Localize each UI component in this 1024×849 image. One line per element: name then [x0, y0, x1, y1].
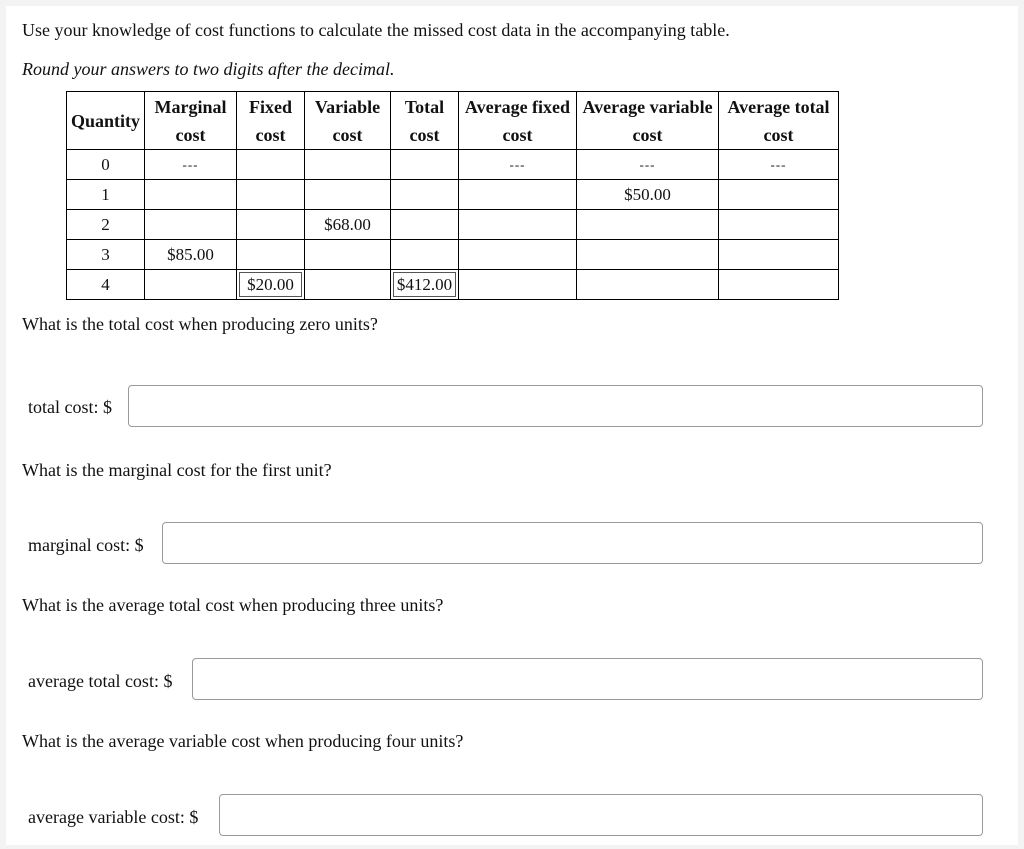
- table-cell: [145, 180, 237, 210]
- table-cell: [719, 210, 839, 240]
- table-cell: ---: [577, 150, 719, 180]
- table-cell: [305, 150, 391, 180]
- table-row: [67, 270, 839, 300]
- table-cell: [459, 240, 577, 270]
- table-cell: ---: [145, 150, 237, 180]
- table-cell: [305, 180, 391, 210]
- table-cell: [237, 240, 305, 270]
- table-cell: 4: [67, 270, 145, 300]
- rounding-note: Round your answers to two digits after the decimal.: [22, 59, 395, 79]
- table-cell: [577, 240, 719, 270]
- total-cost-label: total cost: $: [28, 397, 112, 417]
- question-total-cost-zero: What is the total cost when producing zero units?: [22, 314, 378, 334]
- table-cell: [391, 240, 459, 270]
- header-label: cost: [332, 124, 363, 145]
- header-label: Average total: [727, 96, 830, 117]
- table-cell: [459, 210, 577, 240]
- table-cell: [145, 270, 237, 300]
- header-label: Marginal: [154, 96, 227, 117]
- table-cell: [237, 150, 305, 180]
- header-label: cost: [502, 124, 533, 145]
- header-label: cost: [175, 124, 206, 145]
- table-cell: $85.00: [145, 240, 237, 270]
- table-cell: ---: [459, 150, 577, 180]
- table-cell: [145, 210, 237, 240]
- header-label: cost: [763, 124, 794, 145]
- table-cell: $50.00: [577, 180, 719, 210]
- cost-table: [66, 91, 839, 300]
- marginal-cost-input[interactable]: [162, 522, 983, 564]
- table-row: [67, 210, 839, 240]
- header-label: Variable: [314, 96, 381, 117]
- table-header-row: [67, 92, 839, 150]
- average-total-cost-label: average total cost: $: [28, 671, 173, 691]
- average-variable-cost-label: average variable cost: $: [28, 807, 199, 827]
- marginal-cost-label: marginal cost: $: [28, 535, 144, 555]
- header-label: Quantity: [70, 110, 140, 131]
- given-value-box: $412.00: [393, 272, 456, 297]
- question-marginal-cost-first: What is the marginal cost for the first unit?: [22, 460, 332, 480]
- table-cell: [237, 270, 305, 300]
- table-row: [67, 240, 839, 270]
- table-cell: [459, 180, 577, 210]
- header-average-total-cost: [719, 92, 839, 150]
- table-cell: [237, 180, 305, 210]
- header-label: Total: [404, 96, 445, 117]
- table-cell: [391, 270, 459, 300]
- header-average-fixed-cost: [459, 92, 577, 150]
- header-marginal-cost: [145, 92, 237, 150]
- table-cell: 2: [67, 210, 145, 240]
- total-cost-input[interactable]: [128, 385, 983, 427]
- table-cell: 3: [67, 240, 145, 270]
- header-label: Average fixed: [464, 96, 571, 117]
- header-label: cost: [409, 124, 440, 145]
- table-cell: [391, 180, 459, 210]
- table-cell: [237, 210, 305, 240]
- table-cell: [719, 240, 839, 270]
- question-panel: [6, 6, 1018, 845]
- header-quantity: [67, 92, 145, 150]
- table-cell: ---: [719, 150, 839, 180]
- table-row: [67, 180, 839, 210]
- table-cell: [391, 150, 459, 180]
- header-label: Average variable: [582, 96, 713, 117]
- given-value-box: $20.00: [239, 272, 302, 297]
- table-cell: [305, 240, 391, 270]
- table-cell: [719, 270, 839, 300]
- table-cell: [719, 180, 839, 210]
- instruction-text: Use your knowledge of cost functions to calculate the missed cost data in the accompanying table.: [22, 20, 730, 40]
- table-row: [67, 150, 839, 180]
- header-label: cost: [632, 124, 663, 145]
- table-cell: $68.00: [305, 210, 391, 240]
- table-cell: [577, 210, 719, 240]
- header-variable-cost: [305, 92, 391, 150]
- header-total-cost: [391, 92, 459, 150]
- table-cell: 1: [67, 180, 145, 210]
- header-fixed-cost: [237, 92, 305, 150]
- question-average-total-cost-three: What is the average total cost when producing three units?: [22, 595, 444, 615]
- header-average-variable-cost: [577, 92, 719, 150]
- table-cell: [391, 210, 459, 240]
- average-total-cost-input[interactable]: [192, 658, 983, 700]
- table-cell: 0: [67, 150, 145, 180]
- question-average-variable-cost-four: What is the average variable cost when producing four units?: [22, 731, 464, 751]
- header-label: Fixed: [249, 96, 292, 117]
- table-cell: [577, 270, 719, 300]
- average-variable-cost-input[interactable]: [219, 794, 983, 836]
- header-label: cost: [255, 124, 286, 145]
- table-cell: [459, 270, 577, 300]
- table-cell: [305, 270, 391, 300]
